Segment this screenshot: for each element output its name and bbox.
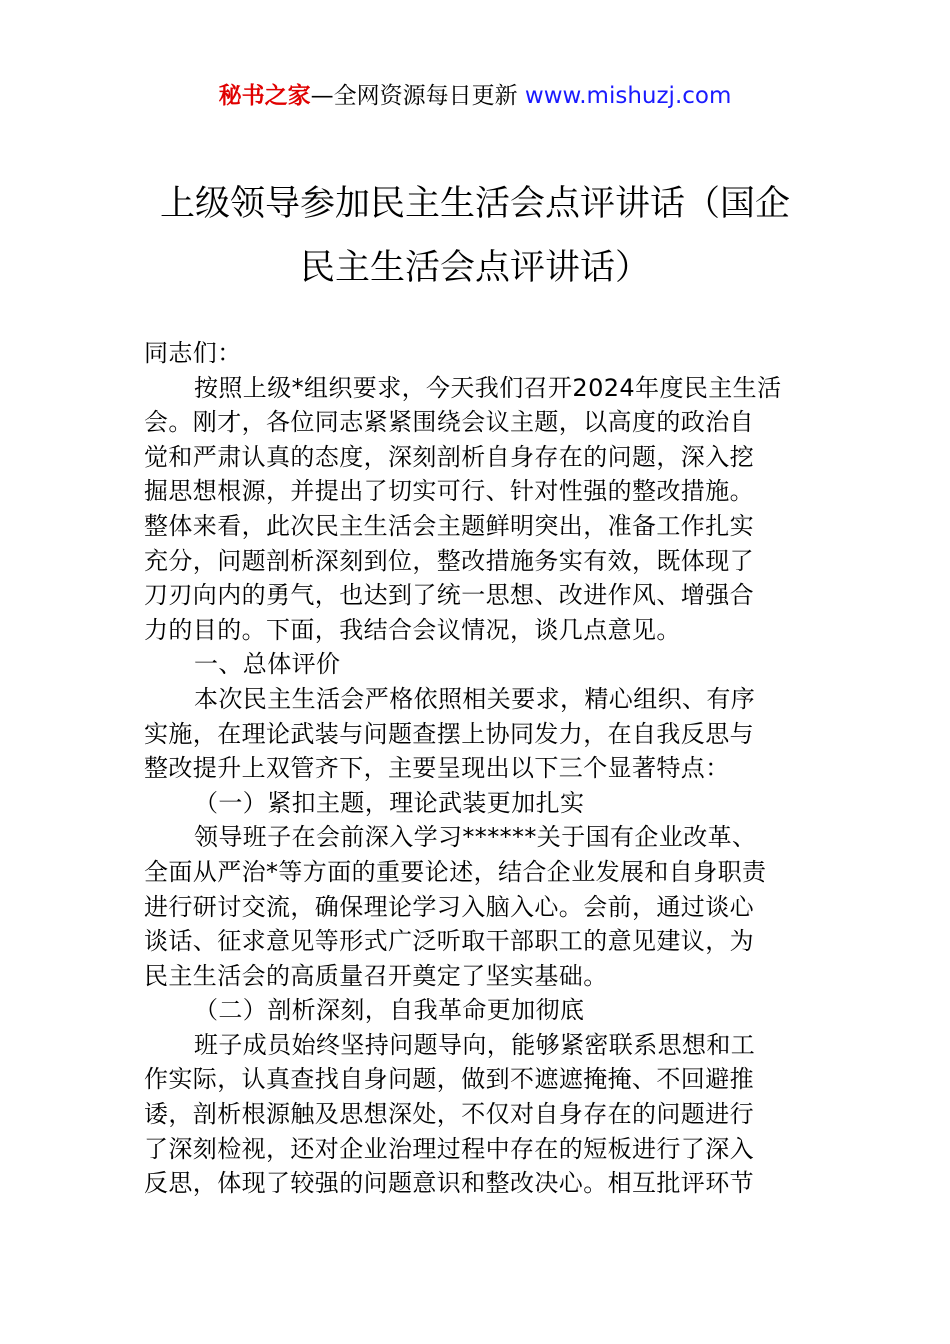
- paragraph-line: 整体来看，此次民主生活会主题鲜明突出，准备工作扎实: [144, 511, 754, 540]
- document-body: [144, 336, 814, 1201]
- paragraph-line: 实施，在理论武装与问题查摆上协同发力，在自我反思与: [144, 719, 754, 748]
- paragraph-line: 全面从严治*等方面的重要论述，结合企业发展和自身职责: [144, 857, 767, 886]
- brand-name: 秘书之家: [218, 83, 311, 109]
- paragraph-line: 作实际，认真查找自身问题，做到不遮遮掩掩、不回避推: [144, 1065, 754, 1094]
- paragraph-line: 了深刻检视，还对企业治理过程中存在的短板进行了深入: [144, 1134, 754, 1163]
- document-title: [100, 172, 850, 300]
- title-line: 上级领导参加民主生活会点评讲话（国企: [159, 184, 790, 224]
- paragraph-line: 充分，问题剖析深刻到位，整改措施务实有效，既体现了: [144, 546, 754, 575]
- paragraph-line: 掘思想根源，并提出了切实可行、针对性强的整改措施。: [144, 477, 754, 506]
- paragraph-line: 按照上级*组织要求，今天我们召开2024年度民主生活: [194, 373, 782, 402]
- site-url-link[interactable]: www.mishuzj.com: [524, 83, 732, 109]
- paragraph-line: 刀刃向内的勇气，也达到了统一思想、改进作风、增强合: [144, 581, 754, 610]
- paragraph-line: 力的目的。下面，我结合会议情况，谈几点意见。: [144, 615, 681, 644]
- subsection-heading: （一）紧扣主题，理论武装更加扎实: [194, 788, 585, 817]
- paragraph-line: 谈话、征求意见等形式广泛听取干部职工的意见建议，为: [144, 927, 754, 956]
- title-line: 民主生活会点评讲话）: [299, 248, 650, 288]
- paragraph-line: 整改提升上双管齐下，主要呈现出以下三个显著特点：: [144, 754, 730, 783]
- paragraph-line: 领导班子在会前深入学习******关于国有企业改革、: [194, 823, 757, 852]
- paragraph-line: 反思，体现了较强的问题意识和整改决心。相互批评环节: [144, 1169, 754, 1198]
- site-header: [0, 80, 950, 112]
- paragraph-line: 班子成员始终坚持问题导向，能够紧密联系思想和工: [194, 1030, 756, 1059]
- paragraph-line: 觉和严肃认真的态度，深刻剖析自身存在的问题，深入挖: [144, 442, 754, 471]
- section-heading: 一、总体评价: [194, 650, 341, 679]
- salutation: 同志们：: [144, 339, 242, 367]
- paragraph-line: 会。刚才，各位同志紧紧围绕会议主题，以高度的政治自: [144, 408, 754, 437]
- header-tagline: —全网资源每日更新: [310, 83, 525, 109]
- paragraph-line: 诿，剖析根源触及思想深处，不仅对自身存在的问题进行: [144, 1100, 754, 1129]
- paragraph-line: 民主生活会的高质量召开奠定了坚实基础。: [144, 961, 608, 990]
- paragraph-line: 进行研讨交流，确保理论学习入脑入心。会前，通过谈心: [144, 892, 754, 921]
- subsection-heading: （二）剖析深刻，自我革命更加彻底: [194, 996, 585, 1025]
- paragraph-line: 本次民主生活会严格依照相关要求，精心组织、有序: [194, 684, 756, 713]
